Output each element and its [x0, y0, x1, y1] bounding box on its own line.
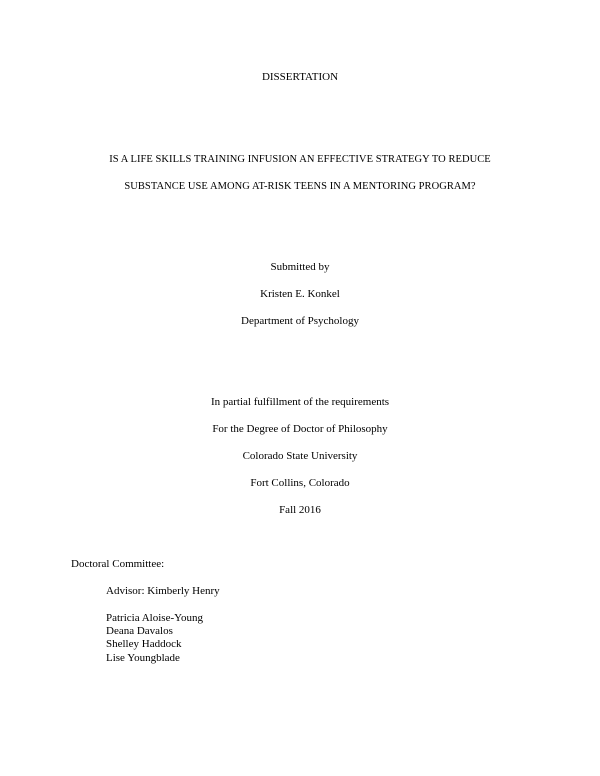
committee-advisor: Advisor: Kimberly Henry	[106, 585, 220, 597]
committee-member: Lise Youngblade	[106, 652, 180, 664]
committee-member: Patricia Aloise-Young	[106, 612, 203, 624]
title-line-1: IS A LIFE SKILLS TRAINING INFUSION AN EFFECTIVE STRATEGY TO REDUCE	[109, 154, 491, 165]
department: Department of Psychology	[241, 315, 359, 327]
title-line-2: SUBSTANCE USE AMONG AT-RISK TEENS IN A MENTORING PROGRAM?	[124, 181, 476, 192]
committee-member: Shelley Haddock	[106, 638, 182, 650]
term: Fall 2016	[279, 504, 321, 516]
committee-label: Doctoral Committee:	[71, 558, 165, 570]
committee-member: Deana Davalos	[106, 625, 173, 637]
author-name: Kristen E. Konkel	[260, 288, 340, 300]
submitted-by: Submitted by	[270, 261, 330, 273]
university: Colorado State University	[242, 450, 358, 462]
degree: For the Degree of Doctor of Philosophy	[212, 423, 388, 435]
document-heading: DISSERTATION	[261, 71, 339, 83]
fulfillment-statement: In partial fulfillment of the requirements	[210, 396, 390, 408]
location: Fort Collins, Colorado	[250, 477, 350, 489]
